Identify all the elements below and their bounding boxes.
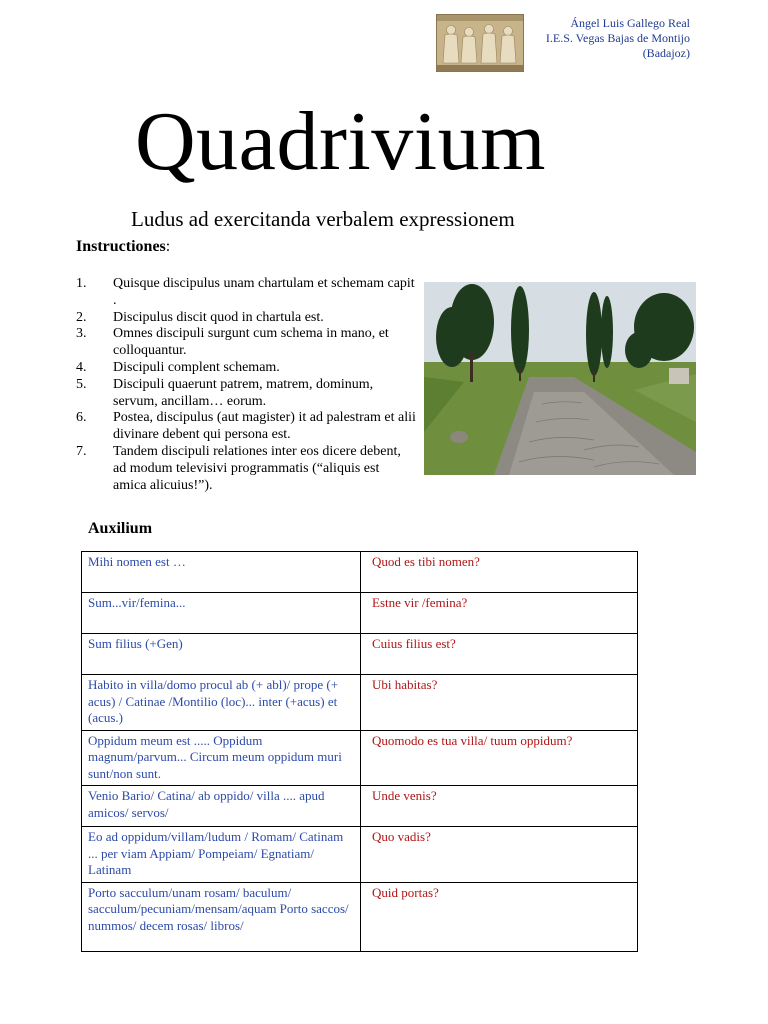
- table-cell-question: Quid portas?: [361, 882, 638, 951]
- list-item-number: 5.: [76, 376, 87, 392]
- auxilium-table: [81, 551, 638, 952]
- list-item-text: Quisque discipulus unam chartulam et schemam capit .: [113, 276, 415, 308]
- list-item: [76, 410, 416, 444]
- roman-road-photo: [424, 282, 696, 475]
- list-item-number: 3.: [76, 326, 87, 342]
- table-row: [82, 634, 638, 675]
- table-cell-phrase: Sum...vir/femina...: [82, 593, 361, 634]
- list-item-number: 1.: [76, 276, 87, 291]
- list-item: [76, 310, 416, 327]
- table-row: [82, 552, 638, 593]
- instructions-heading-label: Instructiones: [76, 238, 166, 255]
- list-item-text: Omnes discipuli surgunt cum schema in mano, et colloquantur.: [113, 326, 389, 359]
- table-cell-question: Ubi habitas?: [361, 675, 638, 731]
- table-cell-phrase: Habito in villa/domo procul ab (+ abl)/ prope (+ acus) / Catinae /Montilio (loc)... inter (+acus) et (acus.): [82, 675, 361, 731]
- list-item: [76, 360, 416, 377]
- page-subtitle: Ludus ad exercitanda verbalem expressionem: [131, 207, 515, 231]
- instructions-heading: [76, 237, 170, 257]
- list-item-number: 7.: [76, 443, 87, 459]
- table-cell-question: Cuius filius est?: [361, 634, 638, 675]
- page-title: Quadrivium: [135, 95, 546, 188]
- table-cell-phrase: Porto sacculum/unam rosam/ baculum/ sacculum/pecuniam/mensam/aquam Porto saccos/ nummos/ decem rosas/ libros/: [82, 882, 361, 951]
- auxilium-heading: Auxilium: [88, 520, 153, 537]
- table-cell-phrase: Eo ad oppidum/villam/ludum / Romam/ Catinam ... per viam Appiam/ Pompeiam/ Egnatiam/ Latinam: [82, 827, 361, 883]
- list-item-number: 4.: [76, 359, 87, 375]
- table-cell-phrase: Sum filius (+Gen): [82, 634, 361, 675]
- list-item: [76, 444, 416, 494]
- school-name: I.E.S. Vegas Bajas de Montijo: [545, 31, 690, 45]
- table-row: [82, 730, 638, 786]
- table-cell-phrase: Oppidum meum est ..... Oppidum magnum/parvum... Circum meum oppidum muri sunt/non sunt.: [82, 730, 361, 786]
- table-row: [82, 786, 638, 827]
- table-cell-question: Quomodo es tua villa/ tuum oppidum?: [361, 730, 638, 786]
- table-cell-phrase: Mihi nomen est …: [82, 552, 361, 593]
- table-cell-phrase: Venio Bario/ Catina/ ab oppido/ villa .... apud amicos/ servos/: [82, 786, 361, 827]
- list-item-text: Discipuli quaerunt patrem, matrem, dominum, servum, ancillam… eorum.: [113, 376, 374, 409]
- list-item: [76, 377, 416, 411]
- table-row: [82, 882, 638, 951]
- list-item-text: Tandem discipuli relationes inter eos dicere debent, ad modum televisivi programmatis (“aliquis est amica alicuius!”).: [113, 443, 401, 493]
- roman-road-icon: [424, 282, 696, 475]
- table-row: [82, 827, 638, 883]
- table-row: [82, 593, 638, 634]
- author-name: Ángel Luis Gallego Real: [570, 16, 690, 30]
- list-item-number: 2.: [76, 309, 87, 325]
- author-block: [470, 16, 690, 61]
- list-item-number: 6.: [76, 410, 87, 426]
- table-cell-question: Unde venis?: [361, 786, 638, 827]
- list-item: [76, 326, 416, 360]
- table-cell-question: Quod es tibi nomen?: [361, 552, 638, 593]
- instructions-list: [76, 276, 416, 494]
- list-item-text: Discipuli complent schemam.: [113, 359, 280, 375]
- table-cell-question: Quo vadis?: [361, 827, 638, 883]
- instructions-heading-colon: :: [165, 238, 171, 255]
- list-item: [76, 276, 416, 310]
- table-cell-question: Estne vir /femina?: [361, 593, 638, 634]
- table-row: [82, 675, 638, 731]
- school-city: (Badajoz): [642, 46, 690, 60]
- list-item-text: Postea, discipulus (aut magister) it ad palestram et alii divinare debent qui persona est.: [113, 410, 416, 443]
- list-item-text: Discipulus discit quod in chartula est.: [113, 309, 324, 325]
